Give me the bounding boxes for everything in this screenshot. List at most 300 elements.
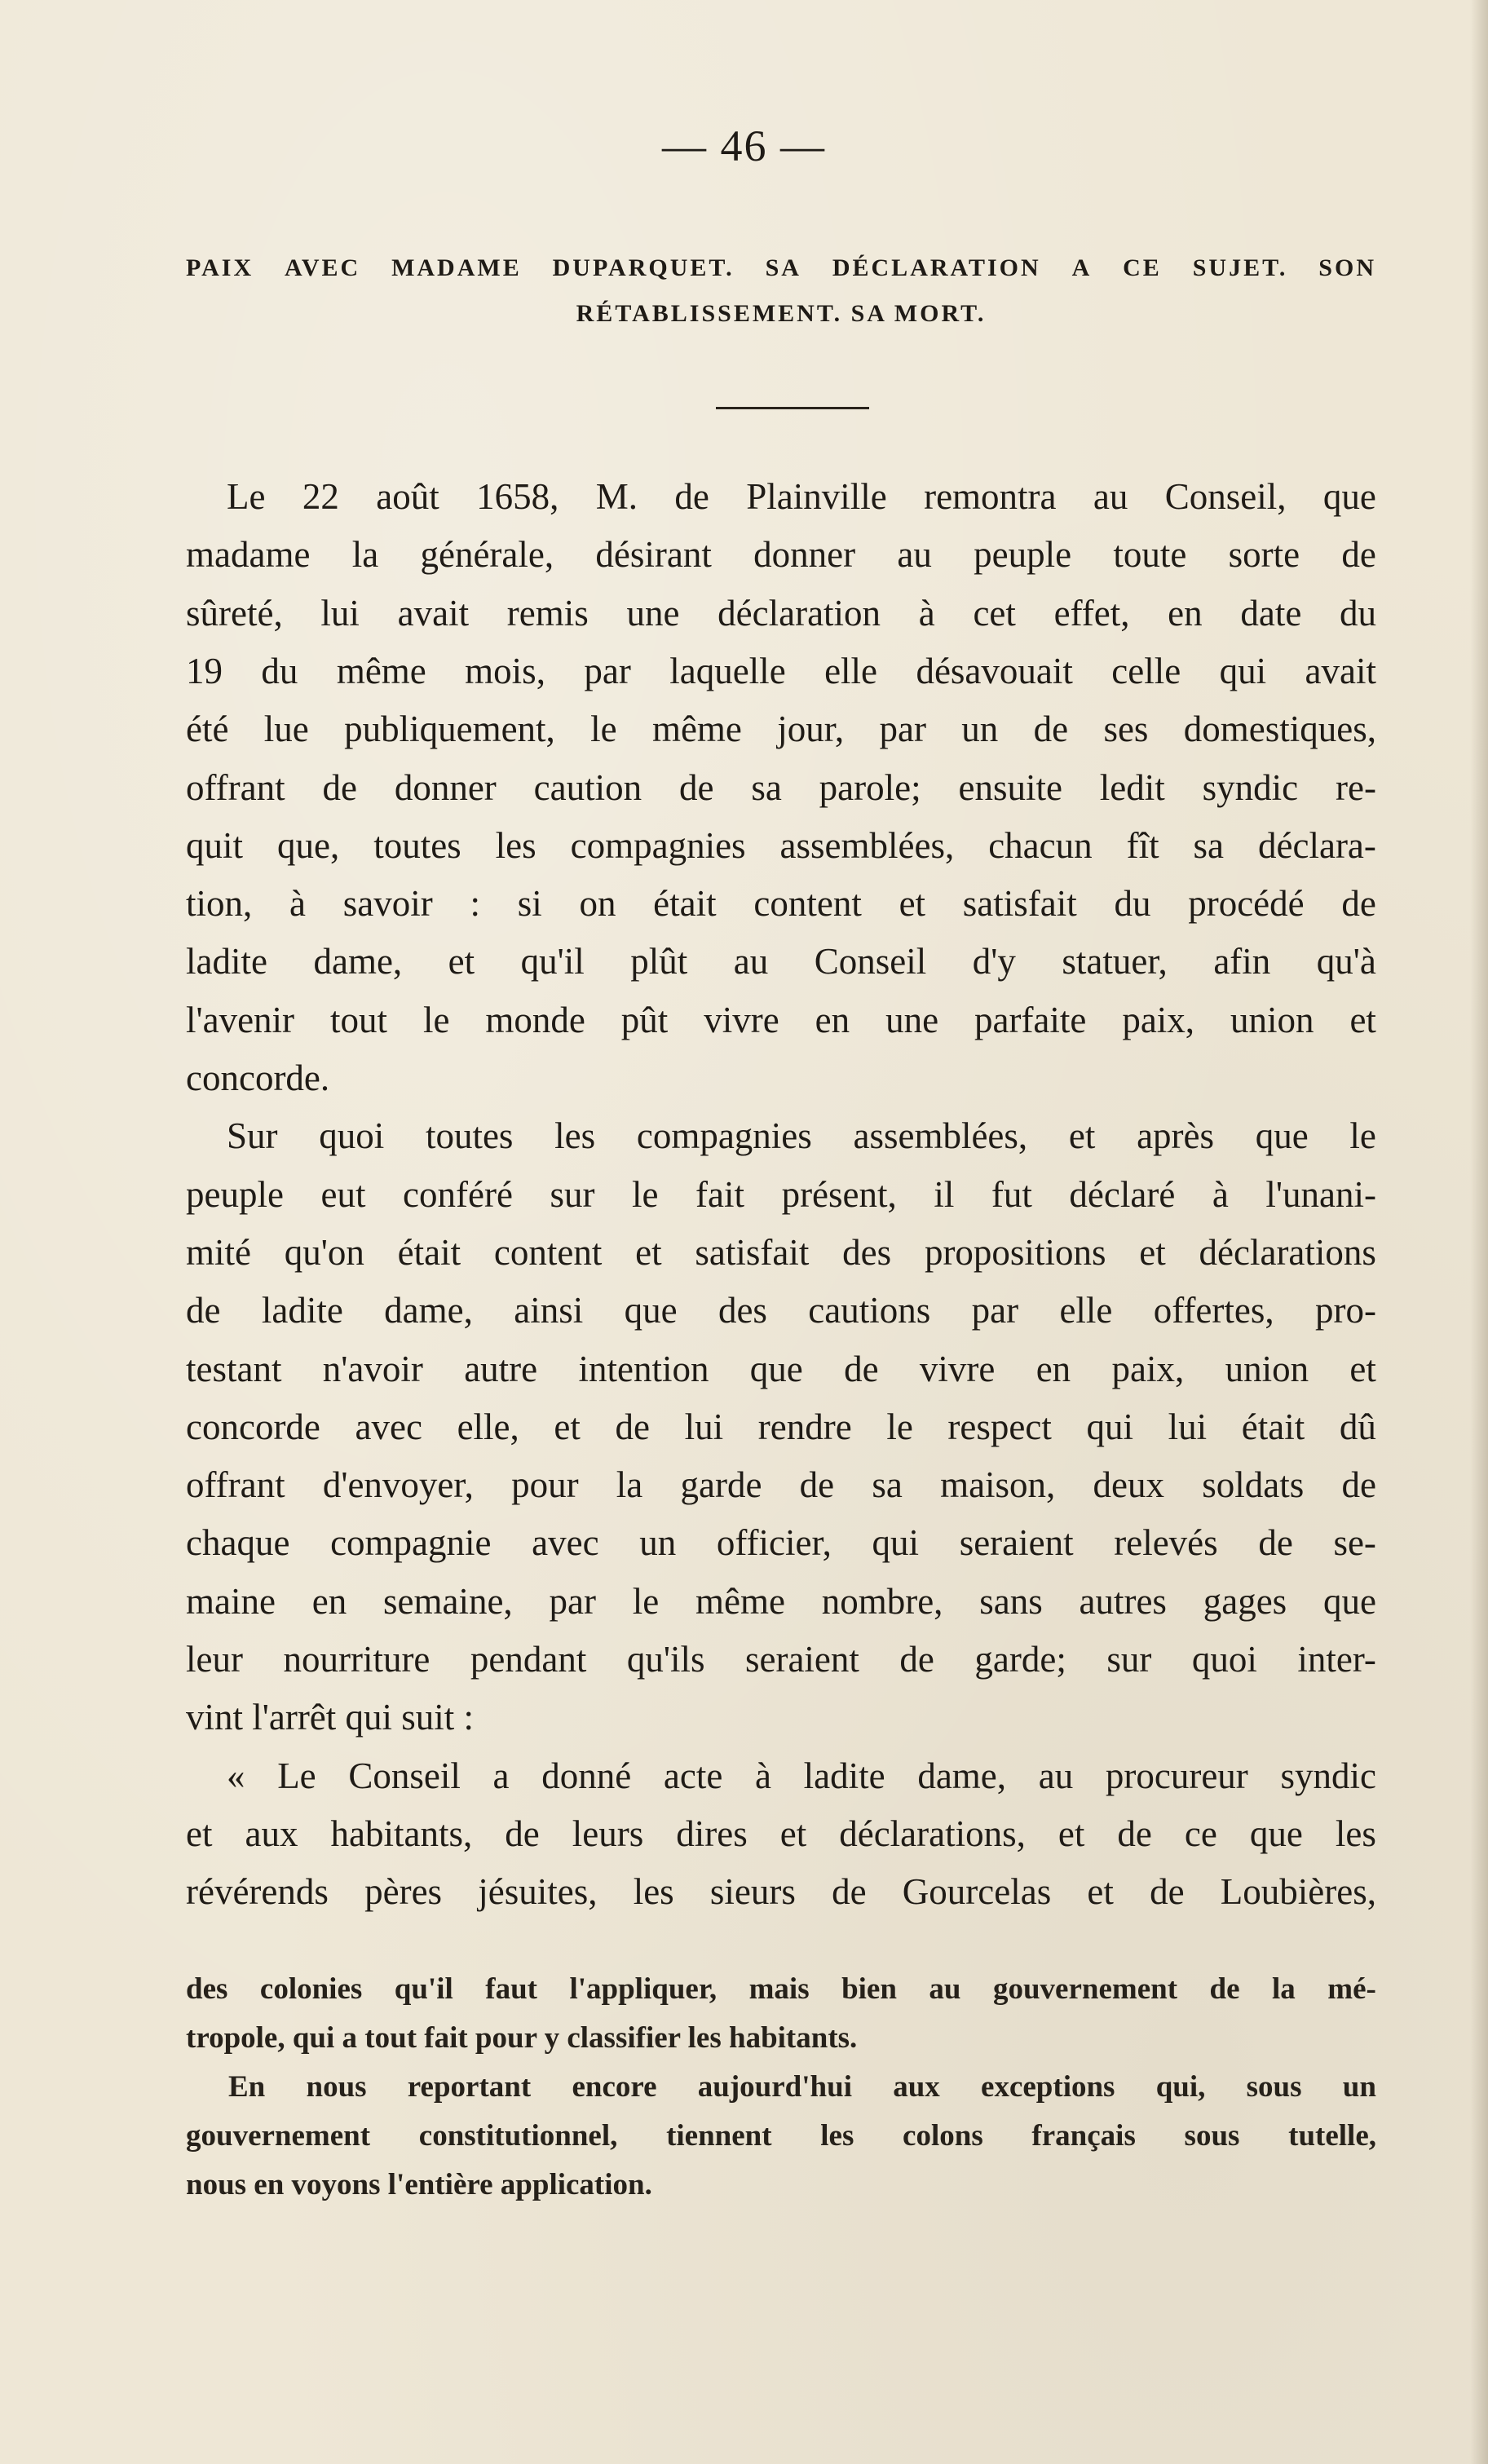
word: avait	[397, 592, 470, 634]
word: d'y	[972, 941, 1016, 983]
word: et	[1087, 1871, 1114, 1913]
word: de	[1341, 883, 1376, 925]
word: syndic	[1202, 766, 1299, 808]
word: de	[186, 1290, 221, 1331]
word: que,	[276, 824, 340, 866]
footnote-line: tropole, qui a tout fait pour y classifier les habitants.	[186, 2021, 858, 2055]
word: leurs	[572, 1813, 644, 1854]
word: lui	[320, 592, 360, 634]
word: le	[632, 1173, 659, 1215]
word: les	[554, 1115, 596, 1157]
word: assemblées,	[779, 824, 955, 866]
word: lui	[1168, 1406, 1208, 1447]
word: tiennent	[666, 2119, 772, 2153]
word: sa	[751, 766, 782, 808]
body-line	[227, 468, 1376, 526]
word: sous	[1246, 2070, 1302, 2104]
word: de	[1341, 1464, 1376, 1506]
word: caution	[533, 766, 642, 808]
word: afin	[1213, 941, 1271, 983]
word: de	[1258, 1522, 1293, 1564]
word: encore	[572, 2070, 657, 2104]
word: mé-	[1327, 1972, 1376, 2006]
word: la	[351, 534, 379, 576]
word: Sur	[227, 1115, 278, 1157]
word: remontra	[924, 476, 1057, 517]
word: de	[832, 1871, 867, 1913]
word: Loubières,	[1220, 1871, 1376, 1913]
body-line	[186, 1514, 1376, 1572]
word: conféré	[403, 1173, 513, 1215]
word: sous	[1184, 2119, 1240, 2153]
word: en	[1168, 592, 1203, 634]
word: une	[885, 999, 939, 1040]
word: et	[554, 1406, 581, 1447]
word: pendant	[470, 1639, 587, 1680]
word: en	[815, 999, 850, 1040]
word: au	[1038, 1755, 1074, 1796]
body-line	[186, 991, 1376, 1049]
word: ensuite	[958, 766, 1062, 808]
word: qui	[1086, 1406, 1133, 1447]
word: sur	[550, 1173, 595, 1215]
body-line	[186, 1224, 1376, 1282]
word: des	[718, 1290, 767, 1331]
word: quoi	[1191, 1639, 1257, 1680]
word: du	[1114, 883, 1151, 925]
body-line	[186, 1398, 1376, 1456]
word: tion,	[186, 883, 253, 925]
word: désirant	[595, 534, 712, 576]
word: donner	[394, 766, 497, 808]
word: avec	[355, 1406, 422, 1447]
word: une	[626, 592, 680, 634]
word: en	[311, 1580, 347, 1622]
heading-word: MADAME	[391, 254, 522, 281]
word: se-	[1333, 1522, 1376, 1564]
word: aux	[893, 2070, 940, 2104]
word: par	[879, 709, 926, 750]
word: déclarations	[1199, 1231, 1376, 1273]
word: les	[1335, 1813, 1376, 1854]
word: semaine,	[383, 1580, 513, 1622]
word: et	[899, 883, 926, 925]
word: lue	[263, 709, 309, 750]
word: fît	[1126, 824, 1159, 866]
word: d'envoyer,	[322, 1464, 474, 1506]
word: mais	[748, 1972, 810, 2006]
word: et	[1349, 999, 1376, 1040]
word: leur	[186, 1639, 243, 1680]
word: par	[584, 650, 631, 691]
word: en	[1035, 1348, 1071, 1389]
word: procédé	[1188, 883, 1305, 925]
word: si	[517, 883, 542, 925]
word: maine	[186, 1580, 276, 1622]
word: rendre	[757, 1406, 852, 1447]
word: propositions	[924, 1231, 1106, 1273]
word: dû	[1339, 1406, 1376, 1447]
word: gages	[1203, 1580, 1287, 1622]
word: et	[1057, 1813, 1085, 1854]
word: ladite	[803, 1755, 885, 1796]
word: compagnie	[330, 1522, 492, 1564]
word: le	[886, 1406, 913, 1447]
heading-word: PAIX	[186, 254, 254, 281]
body-line	[186, 1631, 1376, 1689]
word: compagnies	[636, 1115, 812, 1157]
word: à	[918, 592, 935, 634]
footnote-line: nous en voyons l'entière application.	[186, 2168, 652, 2201]
word: gouvernement	[186, 2119, 371, 2153]
footnote-line	[186, 1965, 1376, 2014]
body-line	[186, 1282, 1376, 1340]
word: nous	[306, 2070, 367, 2104]
page-number: — 46 —	[662, 121, 826, 170]
heading-word: AVEC	[285, 254, 361, 281]
word: garde;	[974, 1639, 1066, 1680]
word: M.	[595, 476, 638, 517]
word: union	[1225, 1348, 1309, 1389]
word: Conseil,	[1164, 476, 1287, 517]
word: effet,	[1053, 592, 1130, 634]
footnote-line	[228, 2063, 1376, 2112]
word: après	[1137, 1115, 1215, 1157]
word: jour,	[777, 709, 845, 750]
word: l'avenir	[186, 999, 295, 1040]
word: et	[779, 1813, 807, 1854]
word: on	[579, 883, 616, 925]
word: l'unani-	[1265, 1173, 1376, 1215]
word: colonies	[259, 1972, 363, 2006]
word: jésuites,	[478, 1871, 598, 1913]
word: compagnies	[570, 824, 746, 866]
word: Gourcelas	[902, 1871, 1052, 1913]
word: et	[1349, 1348, 1376, 1389]
word: ledit	[1099, 766, 1165, 808]
word: toutes	[425, 1115, 514, 1157]
word: du	[1340, 592, 1376, 634]
word: été	[186, 709, 229, 750]
section-divider	[716, 407, 869, 409]
word: il	[934, 1173, 955, 1215]
footnote-line	[186, 2112, 1376, 2161]
heading-word: SA	[765, 254, 801, 281]
body-line	[186, 1573, 1376, 1631]
word: seraient	[959, 1522, 1074, 1564]
word: de	[1209, 1972, 1240, 2006]
word: vivre	[919, 1348, 996, 1389]
word: de	[1117, 1813, 1152, 1854]
word: lui	[684, 1406, 724, 1447]
word: et	[1139, 1231, 1166, 1273]
word: exceptions	[981, 2070, 1115, 2104]
body-line	[186, 1456, 1376, 1514]
word: sa	[1193, 824, 1225, 866]
word: le	[1349, 1115, 1376, 1157]
word: dame,	[313, 941, 403, 983]
word: chaque	[186, 1522, 290, 1564]
word: pour	[511, 1464, 579, 1506]
word: quoi	[319, 1115, 385, 1157]
word: :	[470, 883, 480, 925]
word: qui,	[1155, 2070, 1206, 2104]
word: de	[505, 1813, 540, 1854]
word: générale,	[420, 534, 554, 576]
word: autre	[464, 1348, 538, 1389]
word: soldats	[1202, 1464, 1305, 1506]
page-edge-shadow	[1470, 0, 1488, 2464]
word: les	[633, 1871, 674, 1913]
word: habitants,	[330, 1813, 473, 1854]
word: madame	[186, 534, 311, 576]
word: gouvernement	[992, 1972, 1178, 2006]
word: tout	[329, 999, 387, 1040]
heading-word: SUJET.	[1192, 254, 1288, 281]
body-line	[186, 526, 1376, 584]
word: qu'à	[1316, 941, 1376, 983]
word: re-	[1336, 766, 1376, 808]
word: pères	[364, 1871, 443, 1913]
word: par	[971, 1290, 1019, 1331]
word: donné	[541, 1755, 632, 1796]
word: était	[1241, 1406, 1305, 1447]
word: fait	[695, 1173, 745, 1215]
word: que	[1322, 476, 1376, 517]
word: assemblées,	[853, 1115, 1028, 1157]
word: bien	[841, 1972, 897, 2006]
word: que	[1255, 1115, 1309, 1157]
word: syndic	[1280, 1755, 1376, 1796]
body-line	[186, 585, 1376, 642]
word: quit	[186, 824, 244, 866]
word: de	[899, 1639, 934, 1680]
word: sorte	[1228, 534, 1300, 576]
word: satisfait	[695, 1231, 810, 1273]
word: paix,	[1122, 999, 1195, 1040]
body-line	[186, 817, 1376, 875]
word: un	[1342, 2070, 1376, 2104]
word: peuple	[974, 534, 1072, 576]
word: au	[1093, 476, 1128, 517]
word: donner	[753, 534, 856, 576]
word: testant	[186, 1348, 282, 1389]
word: eut	[320, 1173, 366, 1215]
heading-word: CE	[1123, 254, 1162, 281]
word: sans	[979, 1580, 1043, 1622]
word: celle	[1111, 650, 1181, 691]
word: un	[961, 709, 999, 750]
word: savoir	[342, 883, 433, 925]
word: aujourd'hui	[697, 2070, 852, 2104]
word: domestiques,	[1183, 709, 1376, 750]
word: du	[261, 650, 298, 691]
word: de	[1150, 1871, 1185, 1913]
word: Plainville	[746, 476, 887, 517]
word: date	[1240, 592, 1302, 634]
word: publiquement,	[344, 709, 555, 750]
heading-word: SON	[1318, 254, 1376, 281]
word: qui	[872, 1522, 920, 1564]
word: cautions	[808, 1290, 931, 1331]
word: elle	[1059, 1290, 1113, 1331]
word: un	[639, 1522, 677, 1564]
word: union	[1230, 999, 1314, 1040]
word: offertes,	[1153, 1290, 1274, 1331]
word: Conseil	[348, 1755, 461, 1796]
word: au	[733, 941, 769, 983]
heading-word: A	[1071, 254, 1093, 281]
chapter-heading-line-2: RÉTABLISSEMENT. SA MORT.	[576, 300, 987, 327]
word: la	[1272, 1972, 1296, 2006]
word: des	[186, 1972, 228, 2006]
body-line	[186, 1805, 1376, 1863]
word: le	[632, 1580, 660, 1622]
word: aux	[245, 1813, 298, 1854]
word: déclaré	[1069, 1173, 1176, 1215]
word: garde	[680, 1464, 762, 1506]
word: dame,	[384, 1290, 473, 1331]
word: au	[897, 534, 932, 576]
word: toutes	[373, 824, 461, 866]
word: parfaite	[974, 999, 1087, 1040]
word: a	[492, 1755, 510, 1796]
word: faut	[485, 1972, 537, 2006]
word: et	[186, 1813, 213, 1854]
word: qu'il	[394, 1972, 453, 2006]
word: nombre,	[821, 1580, 943, 1622]
word: mité	[186, 1231, 251, 1273]
word: qui	[1219, 650, 1267, 691]
word: Le	[227, 476, 266, 517]
word: chacun	[988, 824, 1093, 866]
word: offrant	[186, 1464, 285, 1506]
word: à	[289, 883, 306, 925]
word: la	[616, 1464, 643, 1506]
word: plût	[630, 941, 688, 983]
word: présent,	[781, 1173, 897, 1215]
word: que	[1322, 1580, 1376, 1622]
word: dame,	[917, 1755, 1007, 1796]
body-line	[186, 875, 1376, 933]
word: 19	[186, 650, 223, 691]
word: colons	[903, 2119, 983, 2153]
word: ladite	[261, 1290, 343, 1331]
word: relevés	[1114, 1522, 1218, 1564]
body-line: concorde.	[186, 1058, 330, 1098]
word: seraient	[744, 1639, 859, 1680]
word: au	[929, 1972, 961, 2006]
word: de	[322, 766, 357, 808]
word: déclarations,	[839, 1813, 1026, 1854]
word: deux	[1093, 1464, 1165, 1506]
word: maison,	[940, 1464, 1056, 1506]
word: désavouait	[916, 650, 1073, 691]
body-line	[186, 1863, 1376, 1921]
word: ses	[1103, 709, 1149, 750]
word: laquelle	[669, 650, 786, 691]
word: les	[820, 2119, 854, 2153]
word: de	[674, 476, 709, 517]
body-line	[186, 933, 1376, 991]
word: tutelle,	[1288, 2119, 1376, 2153]
word: n'avoir	[322, 1348, 423, 1389]
word: elle,	[457, 1406, 519, 1447]
word: sa	[872, 1464, 903, 1506]
word: que	[1249, 1813, 1303, 1854]
word: officier,	[716, 1522, 832, 1564]
body-line	[186, 1340, 1376, 1398]
word: 22	[302, 476, 339, 517]
word: 1658,	[476, 476, 559, 517]
word: peuple	[186, 1173, 284, 1215]
word: mois,	[465, 650, 545, 691]
word: content	[493, 1231, 603, 1273]
word: toute	[1113, 534, 1187, 576]
word: remis	[506, 592, 589, 634]
heading-word: DÉCLARATION	[832, 254, 1041, 281]
word: de	[844, 1348, 879, 1389]
body-line	[186, 700, 1376, 758]
word: respect	[947, 1406, 1052, 1447]
word: fut	[991, 1173, 1032, 1215]
word: de	[678, 766, 714, 808]
word: même	[651, 709, 742, 750]
chapter-heading-line-1	[186, 254, 1376, 282]
word: et	[635, 1231, 662, 1273]
word: inter-	[1297, 1639, 1376, 1680]
body-line	[227, 1747, 1376, 1805]
word: de	[1033, 709, 1069, 750]
word: satisfait	[962, 883, 1077, 925]
word: était	[397, 1231, 461, 1273]
word: révérends	[186, 1871, 329, 1913]
word: statuer,	[1062, 941, 1168, 983]
word: même	[695, 1580, 785, 1622]
word: autres	[1079, 1580, 1167, 1622]
word: reportant	[407, 2070, 532, 2104]
word: Le	[277, 1755, 316, 1796]
heading-word: DUPARQUET.	[552, 254, 735, 281]
word: Conseil	[814, 941, 927, 983]
word: sur	[1106, 1639, 1152, 1680]
word: ce	[1184, 1813, 1217, 1854]
word: que	[749, 1348, 803, 1389]
word: elle	[824, 650, 878, 691]
body-line: vint l'arrêt qui suit :	[186, 1697, 475, 1738]
word: ainsi	[514, 1290, 584, 1331]
word: et	[448, 941, 475, 983]
word: déclara-	[1258, 824, 1376, 866]
word: de	[615, 1406, 650, 1447]
word: nourriture	[283, 1639, 431, 1680]
word: de	[1341, 534, 1376, 576]
word: déclaration	[718, 592, 881, 634]
word: pro-	[1314, 1290, 1376, 1331]
word: monde	[485, 999, 585, 1040]
word: paix,	[1111, 1348, 1185, 1389]
word: content	[753, 883, 862, 925]
word: même	[336, 650, 426, 691]
word: procureur	[1105, 1755, 1248, 1796]
word: sûreté,	[186, 592, 283, 634]
word: avec	[532, 1522, 599, 1564]
word: sieurs	[709, 1871, 796, 1913]
word: à	[1212, 1173, 1229, 1215]
word: par	[549, 1580, 596, 1622]
word: août	[376, 476, 439, 517]
word: avait	[1305, 650, 1376, 691]
